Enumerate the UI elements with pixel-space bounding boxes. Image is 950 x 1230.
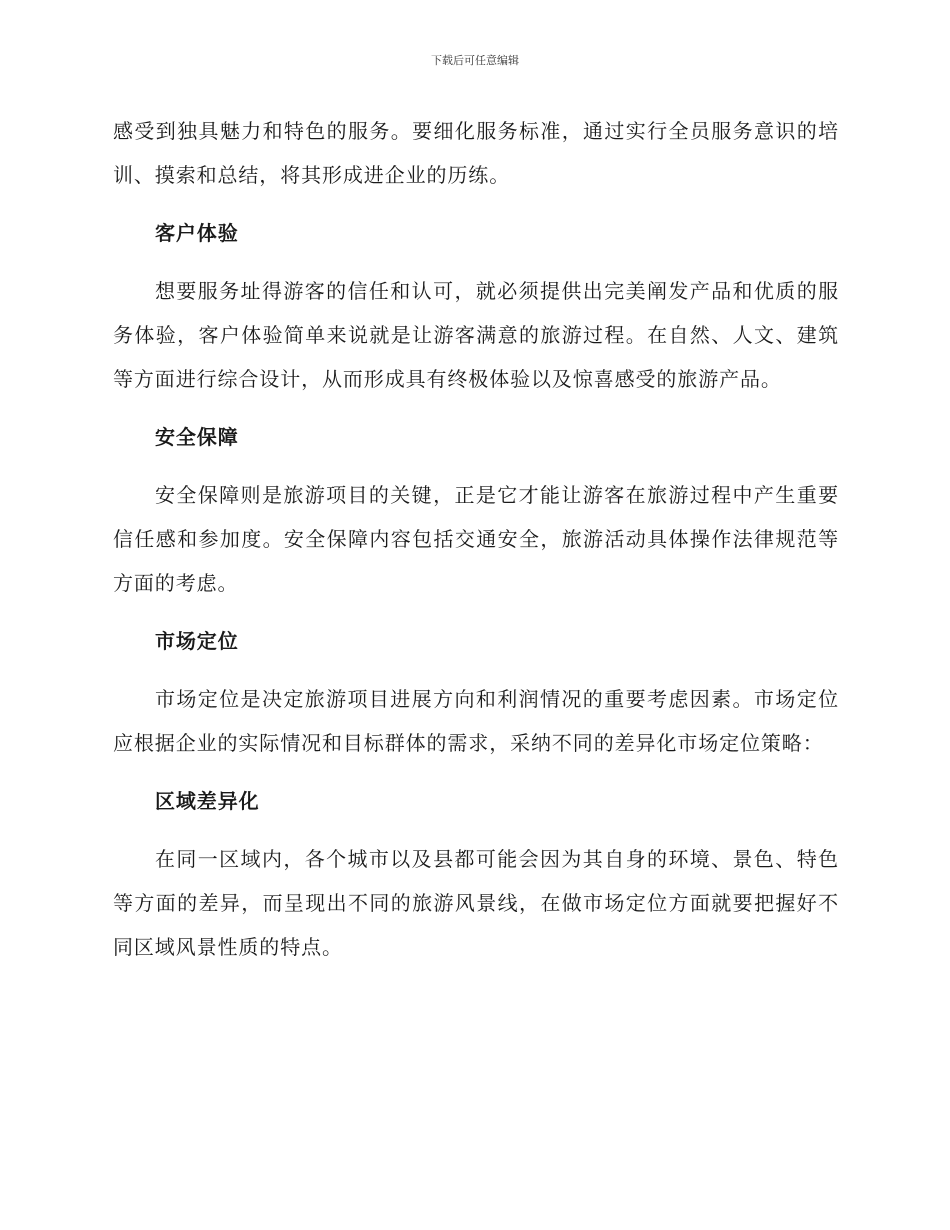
paragraph-market-positioning: 市场定位是决定旅游项目进展方向和利润情况的重要考虑因素。市场定位应根据企业的实际情况和目标群体的需求，采纳不同的差异化市场定位策略： <box>113 687 839 755</box>
heading-safety-guarantee: 安全保障 <box>155 425 239 449</box>
paragraph-customer-experience: 想要服务址得游客的信任和认可，就必须提供出完美阐发产品和优质的服务体验，客户体验简单来说就是让游客满意的旅游过程。在自然、人文、建筑等方面进行综合设计，从而形成具有终极体验以及惊喜感受的旅游产品。 <box>113 279 839 391</box>
paragraph-safety-guarantee: 安全保障则是旅游项目的关键，正是它才能让游客在旅游过程中产生重要信任感和参加度。安全保障内容包括交通安全，旅游活动具体操作法律规范等方面的考虑。 <box>113 483 839 595</box>
document-body <box>113 109 839 969</box>
page-header: 下载后可任意编辑 <box>431 54 519 67</box>
heading-customer-experience: 客户体验 <box>155 221 239 245</box>
paragraph-regional-differentiation: 在同一区域内，各个城市以及县都可能会因为其自身的环境、景色、特色等方面的差异，而呈现出不同的旅游风景线，在做市场定位方面就要把握好不同区域风景性质的特点。 <box>113 847 839 959</box>
heading-regional-differentiation: 区域差异化 <box>155 789 260 813</box>
paragraph-service-continued: 感受到独具魅力和特色的服务。要细化服务标准，通过实行全员服务意识的培训、摸索和总结，将其形成进企业的历练。 <box>113 119 839 187</box>
heading-market-positioning: 市场定位 <box>155 629 239 653</box>
